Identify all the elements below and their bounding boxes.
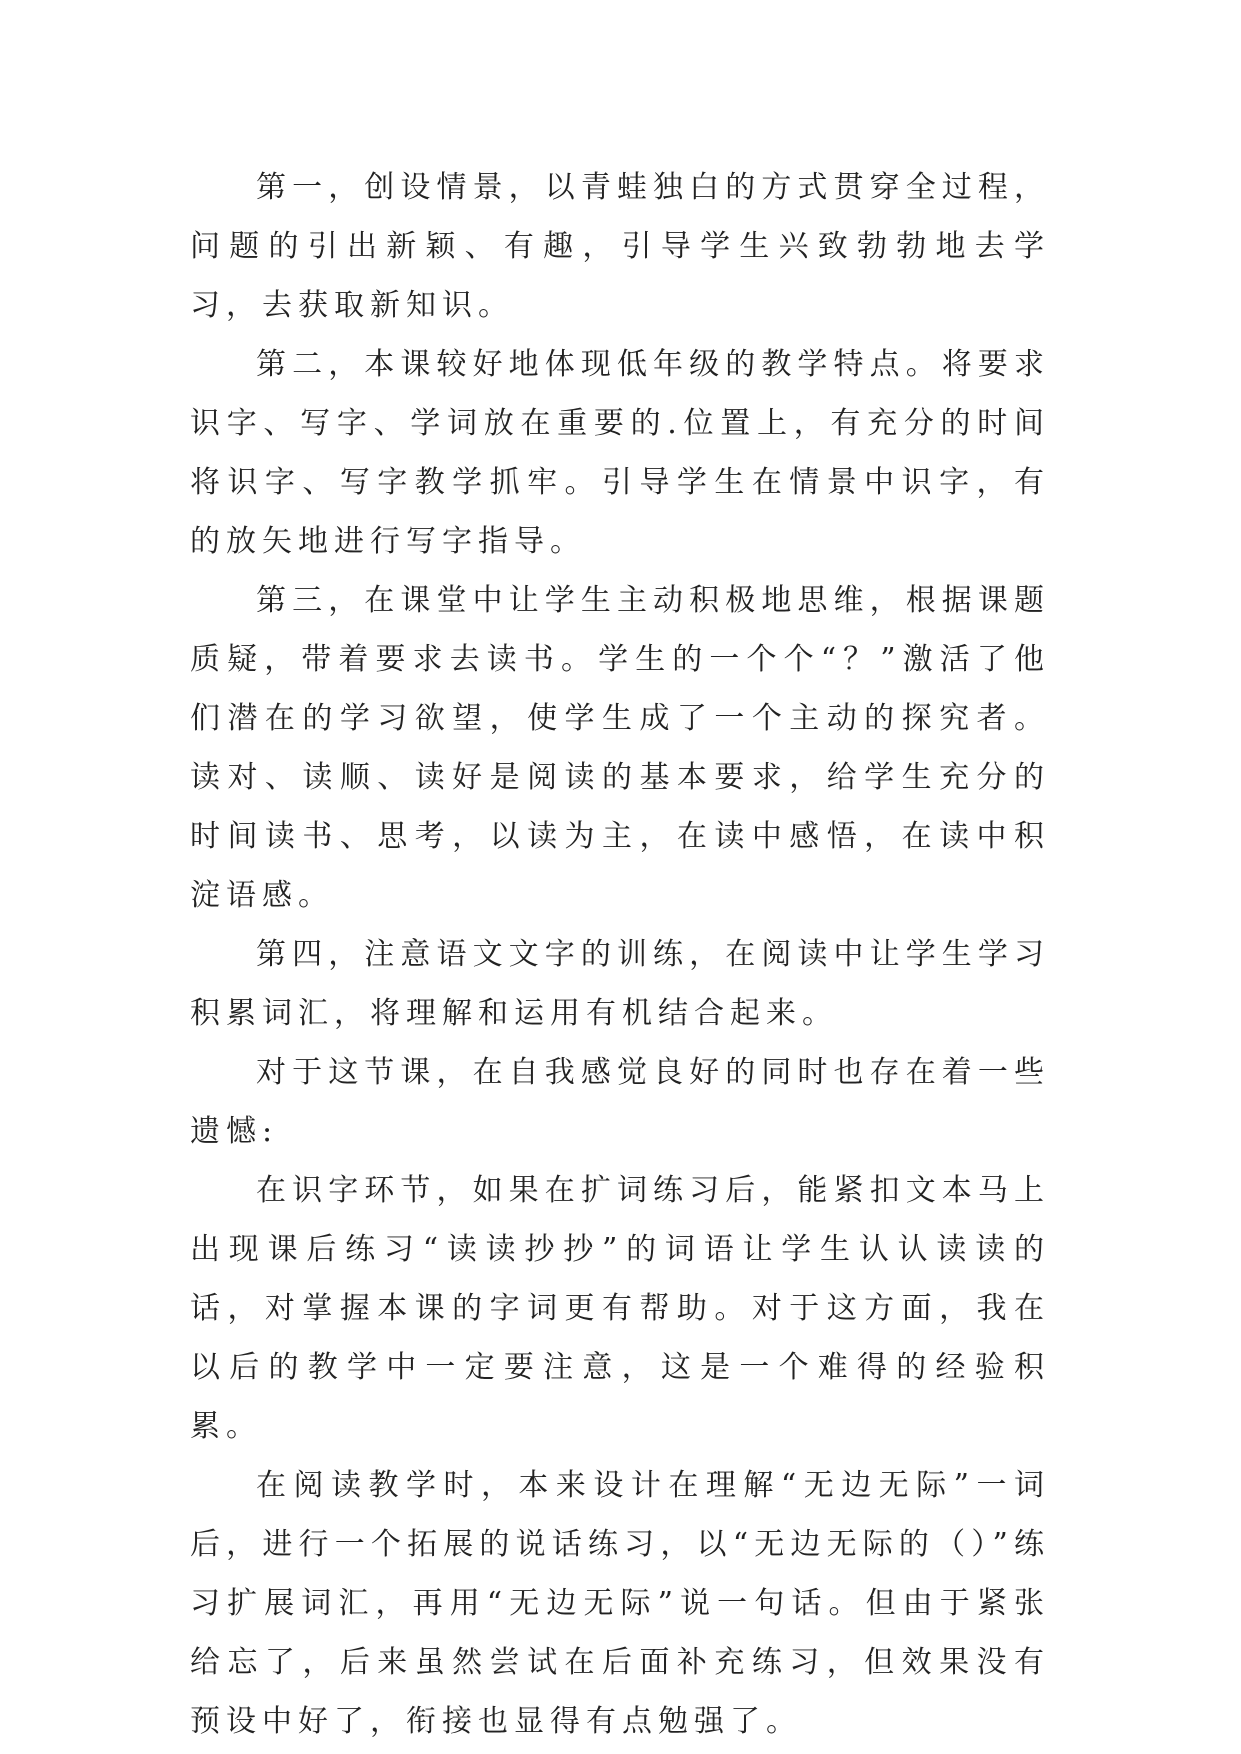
paragraph-4: 第四，注意语文文字的训练，在阅读中让学生学习积累词汇，将理解和运用有机结合起来。 — [190, 937, 1050, 1031]
paragraph-3: 第三，在课堂中让学生主动积极地思维，根据课题质疑，带着要求去读书。学生的一个个“？”激活了他们潜在的学习欲望，使学生成了一个主动的探究者。读对、读顺、读好是阅读的基本要求，给学生充分的时间读书、思考，以读为主，在读中感悟，在读中积淀语感。 — [190, 583, 1050, 913]
paragraph-7: 在阅读教学时，本来设计在理解“无边无际”一词后，进行一个拓展的说话练习，以“无边无际的（）”练习扩展词汇，再用“无边无际”说一句话。但由于紧张给忘了，后来虽然尝试在后面补充练习，但效果没有预设中好了，衔接也显得有点勉强了。 — [190, 1468, 1050, 1739]
paragraph-6: 在识字环节，如果在扩词练习后，能紧扣文本马上出现课后练习“读读抄抄”的词语让学生认认读读的话，对掌握本课的字词更有帮助。对于这方面，我在以后的教学中一定要注意，这是一个难得的经验积累。 — [190, 1173, 1050, 1444]
paragraph-5: 对于这节课，在自我感觉良好的同时也存在着一些遗憾: — [190, 1055, 1050, 1149]
document-body — [190, 158, 1050, 1751]
paragraph-1: 第一，创设情景，以青蛙独白的方式贯穿全过程，问题的引出新颖、有趣，引导学生兴致勃勃地去学习，去获取新知识。 — [190, 170, 1050, 323]
paragraph-2: 第二，本课较好地体现低年级的教学特点。将要求识字、写字、学词放在重要的.位置上，有充分的时间将识字、写字教学抓牢。引导学生在情景中识字，有的放矢地进行写字指导。 — [190, 347, 1050, 559]
